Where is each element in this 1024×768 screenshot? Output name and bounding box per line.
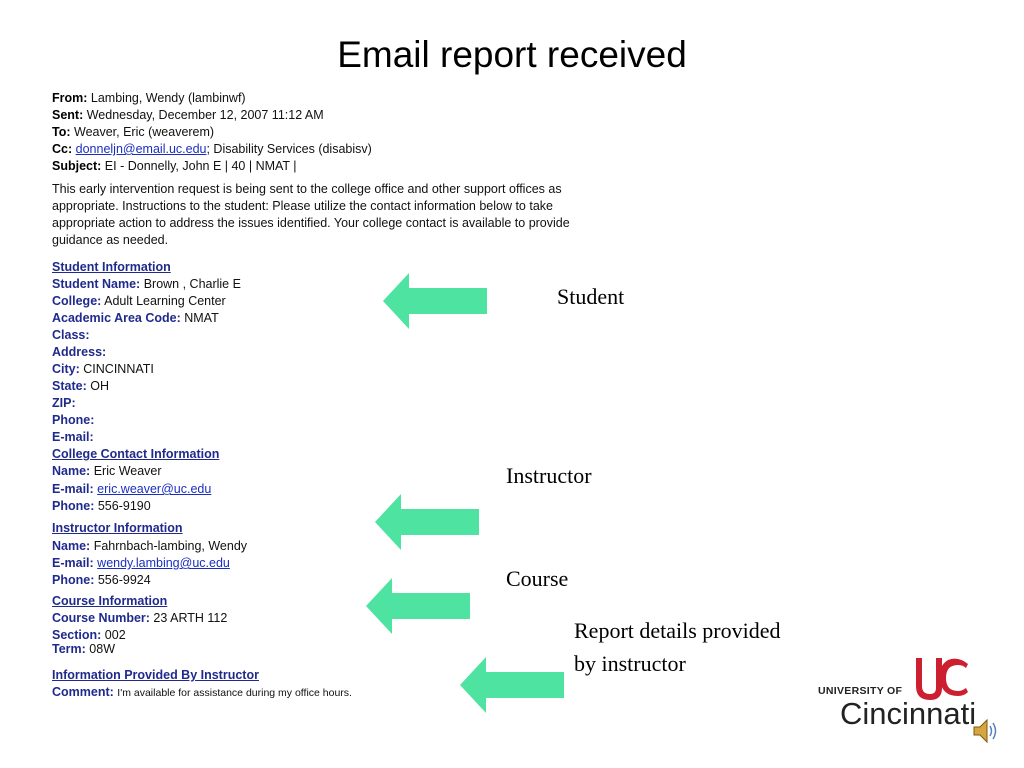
city-label: City: (52, 362, 80, 376)
state-value: OH (90, 379, 109, 393)
instructor-email-row (52, 555, 230, 571)
left-arrow-icon (460, 657, 564, 713)
subject-label: Subject: (52, 159, 102, 173)
area-code-value: NMAT (184, 311, 219, 325)
left-arrow-icon (375, 494, 479, 550)
sent-label: Sent: (52, 108, 84, 122)
sent-value: Wednesday, December 12, 2007 11:12 AM (86, 108, 324, 122)
area-code-label: Academic Area Code: (52, 311, 181, 325)
student-name-value: Brown , Charlie E (143, 277, 241, 291)
subject-value: EI - Donnelly, John E | 40 | NMAT | (104, 159, 297, 173)
left-arrow-icon (383, 273, 487, 329)
logo-university-of: UNIVERSITY OF (818, 685, 903, 697)
contact-name-row (52, 463, 162, 479)
comment-value: I'm available for assistance during my office hours. (117, 687, 352, 699)
section-label: Section: (52, 628, 102, 642)
phone-row (52, 412, 94, 428)
callout-course: Course (506, 566, 569, 591)
email-screenshot (48, 88, 632, 700)
instructor-provided-title: Information Provided By Instructor (52, 668, 259, 682)
slide-title: Email report received (337, 34, 687, 75)
address-label: Address: (52, 345, 107, 359)
term-label: Term: (52, 642, 86, 656)
callout-student: Student (557, 284, 625, 309)
instructor-email-label: E-mail: (52, 556, 94, 570)
cc-label: Cc: (52, 142, 73, 156)
zip-label: ZIP: (52, 396, 76, 410)
from-label: From: (52, 91, 88, 105)
instructor-name-value: Fahrnbach-lambing, Wendy (93, 539, 248, 553)
student-name-row (52, 276, 241, 292)
comment-label: Comment: (52, 685, 114, 699)
course-number-row (52, 610, 227, 626)
contact-phone-value: 556-9190 (97, 499, 151, 513)
comment-row (52, 684, 352, 701)
contact-name-label: Name: (52, 464, 91, 478)
instructor-info-title: Instructor Information (52, 521, 183, 535)
state-row (52, 378, 109, 394)
contact-name-value: Eric Weaver (93, 464, 162, 478)
state-label: State: (52, 379, 87, 393)
section-value: 002 (104, 628, 126, 642)
from-row (52, 90, 246, 106)
instructor-phone-label: Phone: (52, 573, 95, 587)
course-number-value: 23 ARTH 112 (153, 611, 228, 625)
to-value: Weaver, Eric (weaverem) (74, 125, 215, 139)
college-value: Adult Learning Center (104, 294, 226, 308)
body-line: This early intervention request is being sent to the college office and other support offices as (52, 182, 562, 196)
left-arrow-icon (366, 578, 470, 634)
student-info-title: Student Information (52, 260, 171, 274)
city-value: CINCINNATI (83, 362, 154, 376)
callout-report-line2: by instructor (574, 651, 686, 676)
phone-label: Phone: (52, 413, 95, 427)
cc-row (52, 141, 372, 157)
zip-row (52, 395, 76, 411)
student-name-label: Student Name: (52, 277, 141, 291)
term-row (52, 641, 115, 657)
email-row (52, 429, 94, 445)
contact-email-row (52, 481, 211, 497)
subject-row (52, 158, 297, 174)
to-row (52, 124, 214, 140)
instructor-phone-value: 556-9924 (97, 573, 151, 587)
contact-email-link[interactable]: eric.weaver@uc.edu (97, 482, 212, 496)
instructor-name-row (52, 538, 247, 554)
cc-email-link[interactable]: donneljn@email.uc.edu (75, 142, 207, 156)
email-label: E-mail: (52, 430, 94, 444)
area-code-row (52, 310, 219, 326)
to-label: To: (52, 125, 71, 139)
course-number-label: Course Number: (52, 611, 150, 625)
from-value: Lambing, Wendy (lambinwf) (90, 91, 246, 105)
instructor-phone-row (52, 572, 151, 588)
course-info-title: Course Information (52, 594, 168, 608)
cc-rest: ; Disability Services (disabisv) (206, 142, 372, 156)
contact-email-label: E-mail: (52, 482, 94, 496)
callout-report-line1: Report details provided (574, 618, 781, 643)
uc-logo (818, 650, 988, 740)
city-row (52, 361, 154, 377)
contact-phone-row (52, 498, 151, 514)
college-contact-title: College Contact Information (52, 447, 220, 461)
term-value: 08W (89, 642, 115, 656)
instructor-name-label: Name: (52, 539, 91, 553)
class-row (52, 327, 90, 343)
speaker-icon[interactable] (972, 716, 998, 746)
body-line: appropriate. Instructions to the student: Please utilize the contact information below to take (52, 199, 553, 213)
college-row (52, 293, 226, 309)
college-label: College: (52, 294, 102, 308)
sent-row (52, 107, 324, 123)
address-row (52, 344, 106, 360)
logo-cincinnati: Cincinnati (840, 696, 977, 731)
contact-phone-label: Phone: (52, 499, 95, 513)
body-line: appropriate action to address the issues identified. Your college contact is available to provide (52, 216, 570, 230)
instructor-email-link[interactable]: wendy.lambing@uc.edu (97, 556, 230, 570)
class-label: Class: (52, 328, 90, 342)
callout-instructor: Instructor (506, 463, 592, 488)
body-line: guidance as needed. (52, 233, 169, 247)
